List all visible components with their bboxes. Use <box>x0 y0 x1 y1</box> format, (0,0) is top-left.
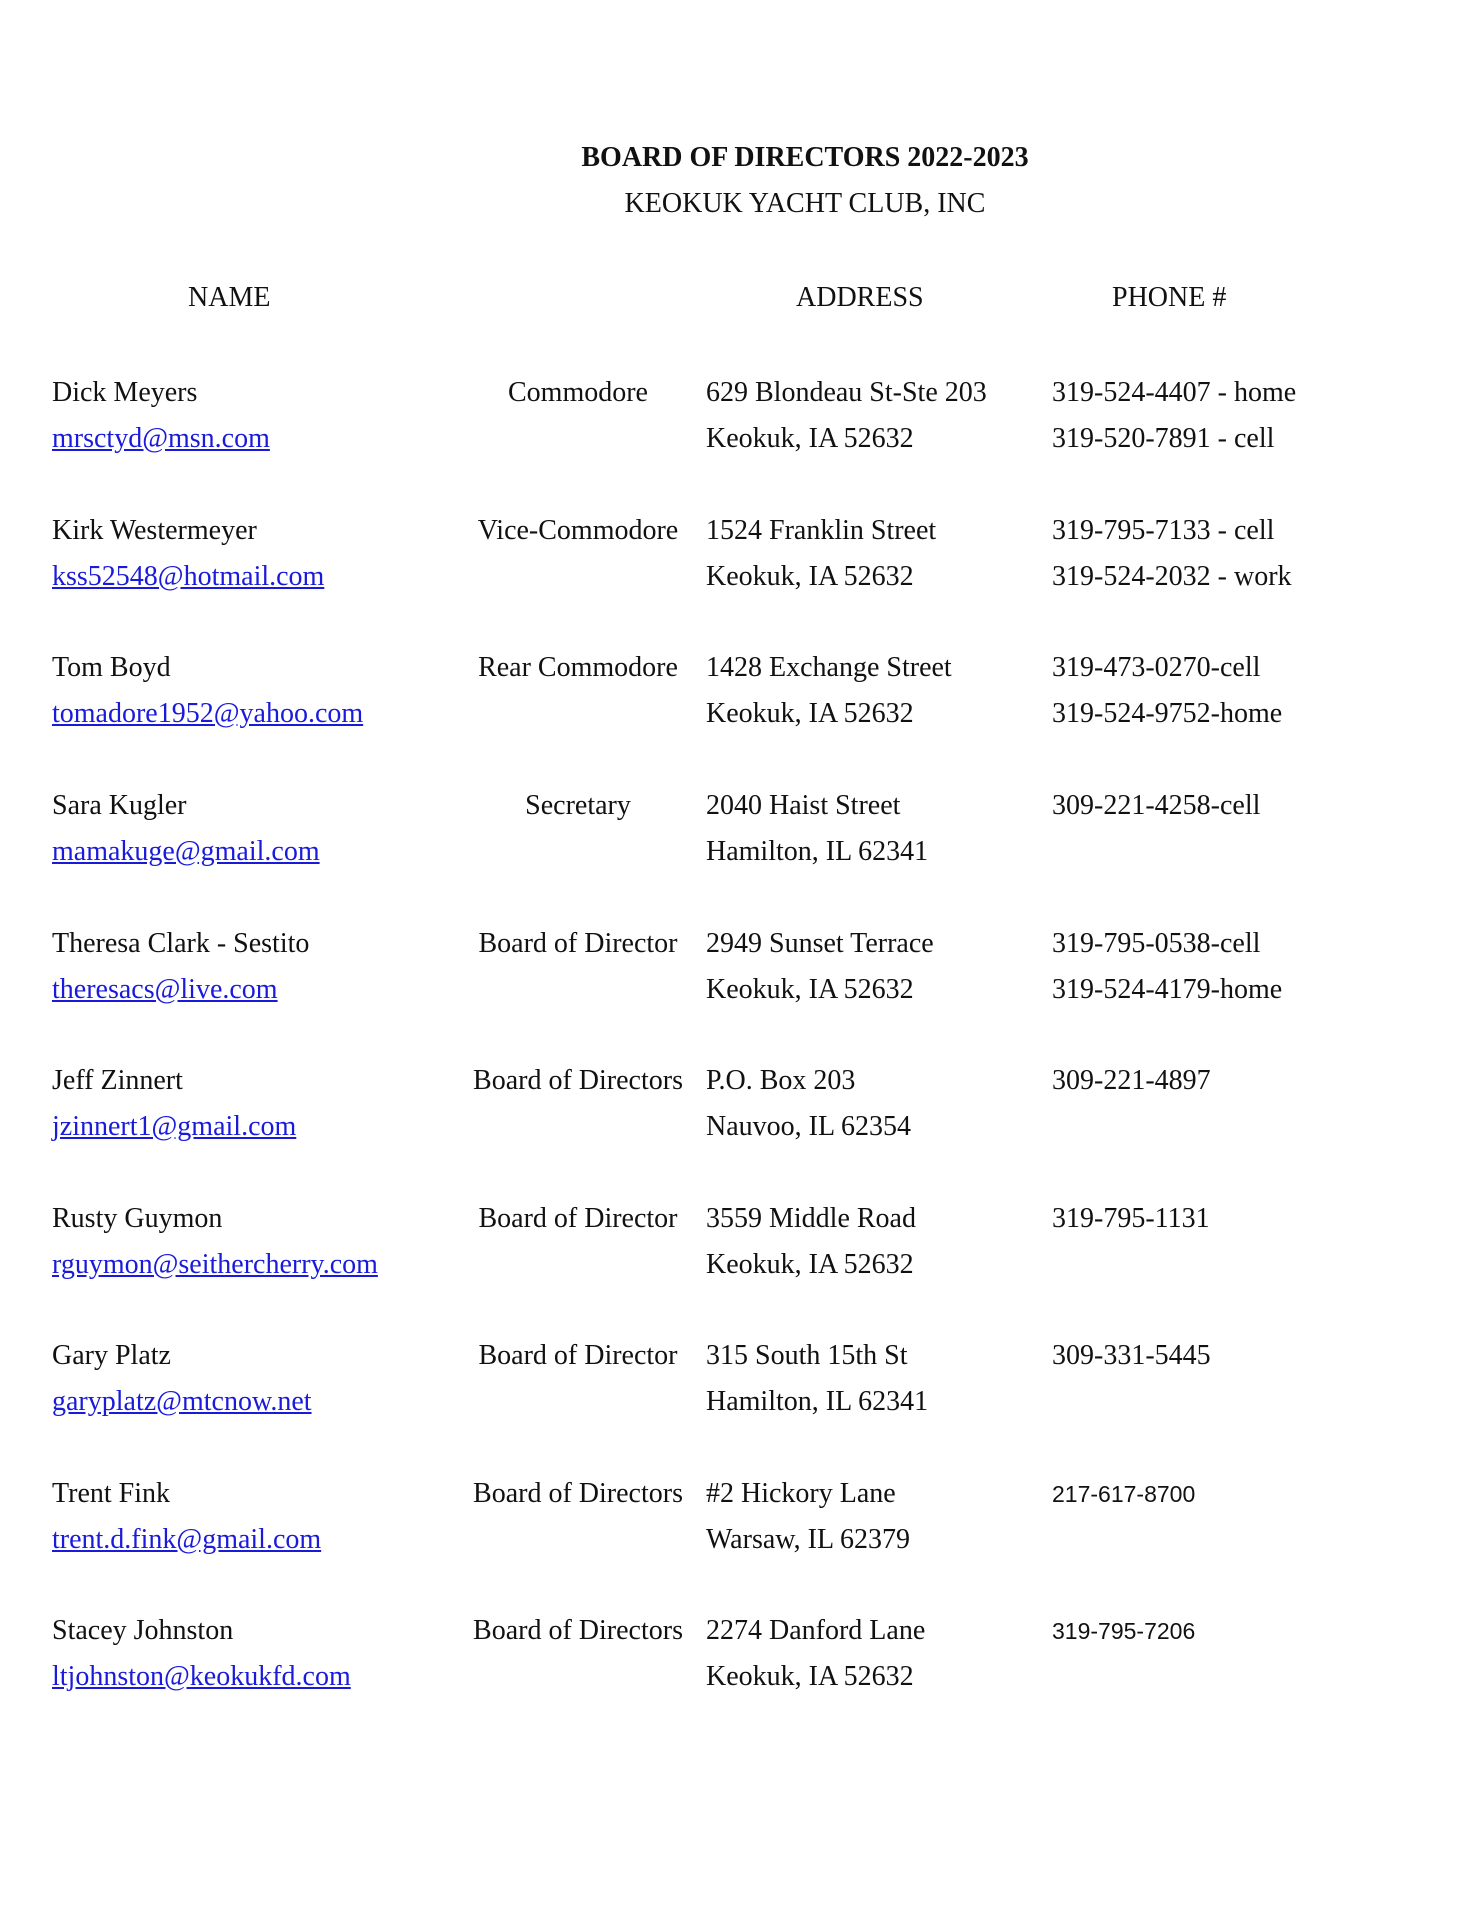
member-address-line1: 3559 Middle Road <box>706 1203 916 1234</box>
member-name: Sara Kugler <box>52 790 187 821</box>
member-address-line2: Warsaw, IL 62379 <box>706 1524 911 1555</box>
member-entry <box>0 1333 1484 1433</box>
member-email-link[interactable]: tomadore1952@yahoo.com <box>52 698 364 729</box>
member-phone-1: 309-221-4258-cell <box>1052 790 1261 821</box>
column-header-address: ADDRESS <box>796 282 924 313</box>
member-phone-1: 319-473-0270-cell <box>1052 652 1261 683</box>
member-email-link[interactable]: trent.d.fink@gmail.com <box>52 1524 322 1555</box>
member-address-line2: Nauvoo, IL 62354 <box>706 1111 912 1142</box>
member-name: Theresa Clark - Sestito <box>52 928 310 959</box>
member-address-line1: 2949 Sunset Terrace <box>706 928 934 959</box>
member-role: Vice-Commodore <box>477 515 679 546</box>
member-email-link[interactable]: rguymon@seithercherry.com <box>52 1249 378 1280</box>
page-title: BOARD OF DIRECTORS 2022-2023 <box>581 142 1029 173</box>
member-address-line1: 315 South 15th St <box>706 1340 908 1371</box>
member-entry <box>0 1608 1484 1708</box>
member-phone-1: 319-795-1131 <box>1052 1203 1210 1234</box>
member-entry <box>0 508 1484 608</box>
member-address-line1: 629 Blondeau St-Ste 203 <box>706 377 987 408</box>
member-name: Tom Boyd <box>52 652 171 683</box>
member-role: Board of Director <box>478 1340 678 1371</box>
member-name: Rusty Guymon <box>52 1203 223 1234</box>
member-address-line2: Keokuk, IA 52632 <box>706 423 914 454</box>
member-address-line1: 1524 Franklin Street <box>706 515 937 546</box>
member-entry <box>0 1196 1484 1296</box>
member-phone-2: 319-520-7891 - cell <box>1052 423 1275 454</box>
member-address-line1: P.O. Box 203 <box>706 1065 856 1096</box>
member-role: Secretary <box>525 790 631 821</box>
member-address-line2: Hamilton, IL 62341 <box>706 1386 929 1417</box>
member-name: Trent Fink <box>52 1478 171 1509</box>
member-address-line2: Keokuk, IA 52632 <box>706 1661 914 1692</box>
member-phone-1: 309-221-4897 <box>1052 1065 1211 1096</box>
member-role: Commodore <box>508 377 648 408</box>
member-address-line1: 2040 Haist Street <box>706 790 901 821</box>
member-role: Board of Directors <box>473 1478 683 1509</box>
member-role: Board of Directors <box>473 1615 683 1646</box>
member-role: Board of Director <box>478 1203 678 1234</box>
member-entry <box>0 1471 1484 1571</box>
member-entry <box>0 645 1484 745</box>
page-subtitle: KEOKUK YACHT CLUB, INC <box>624 188 986 219</box>
member-name: Jeff Zinnert <box>52 1065 183 1096</box>
member-phone-1: 319-795-7206 <box>1052 1618 1196 1644</box>
member-phone-1: 319-795-7133 - cell <box>1052 515 1275 546</box>
column-header-name: NAME <box>188 282 271 313</box>
member-entry <box>0 370 1484 470</box>
member-entry <box>0 921 1484 1021</box>
member-address-line1: #2 Hickory Lane <box>706 1478 896 1509</box>
member-address-line1: 1428 Exchange Street <box>706 652 952 683</box>
member-name: Dick Meyers <box>52 377 198 408</box>
member-address-line2: Keokuk, IA 52632 <box>706 1249 914 1280</box>
member-email-link[interactable]: kss52548@hotmail.com <box>52 561 325 592</box>
member-address-line1: 2274 Danford Lane <box>706 1615 926 1646</box>
member-email-link[interactable]: garyplatz@mtcnow.net <box>52 1386 312 1417</box>
member-phone-2: 319-524-2032 - work <box>1052 561 1292 592</box>
member-email-link[interactable]: theresacs@live.com <box>52 974 278 1005</box>
member-address-line2: Keokuk, IA 52632 <box>706 974 914 1005</box>
member-name: Gary Platz <box>52 1340 171 1371</box>
member-role: Board of Director <box>478 928 678 959</box>
member-role: Board of Directors <box>473 1065 683 1096</box>
member-address-line2: Hamilton, IL 62341 <box>706 836 929 867</box>
member-entry <box>0 783 1484 883</box>
member-role: Rear Commodore <box>478 652 678 683</box>
member-phone-1: 309-331-5445 <box>1052 1340 1211 1371</box>
column-header-phone: PHONE # <box>1112 282 1227 313</box>
member-name: Kirk Westermeyer <box>52 515 257 546</box>
member-phone-1: 319-524-4407 - home <box>1052 377 1297 408</box>
member-email-link[interactable]: ltjohnston@keokukfd.com <box>52 1661 351 1692</box>
member-entry <box>0 1058 1484 1158</box>
member-phone-1: 217-617-8700 <box>1052 1481 1196 1507</box>
member-phone-2: 319-524-9752-home <box>1052 698 1283 729</box>
member-address-line2: Keokuk, IA 52632 <box>706 561 914 592</box>
member-email-link[interactable]: mamakuge@gmail.com <box>52 836 320 867</box>
member-phone-1: 319-795-0538-cell <box>1052 928 1261 959</box>
member-email-link[interactable]: mrsctyd@msn.com <box>52 423 270 454</box>
member-email-link[interactable]: jzinnert1@gmail.com <box>52 1111 297 1142</box>
member-address-line2: Keokuk, IA 52632 <box>706 698 914 729</box>
member-name: Stacey Johnston <box>52 1615 234 1646</box>
member-phone-2: 319-524-4179-home <box>1052 974 1283 1005</box>
